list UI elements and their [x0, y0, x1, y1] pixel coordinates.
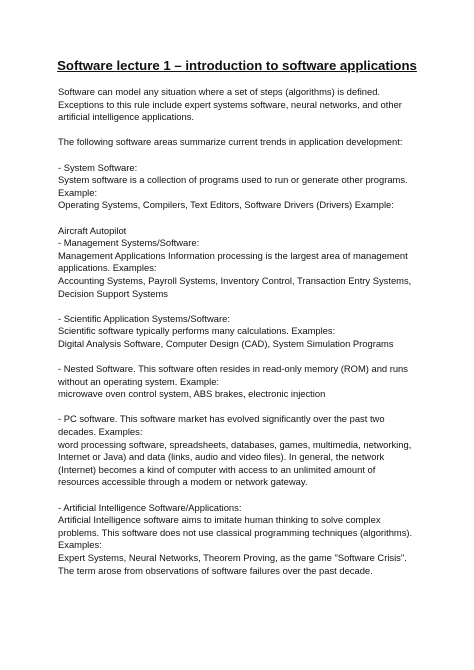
section-heading: - Scientific Application Systems/Software:	[58, 312, 230, 324]
document-body	[58, 86, 430, 577]
text-line: word processing software, spreadsheets, databases, games, multimedia, networking,	[58, 438, 412, 450]
text-line: Aircraft Autopilot	[58, 224, 127, 236]
text-line: The term arose from observations of software failures over the past decade.	[58, 564, 373, 576]
text-line: Expert Systems, Neural Networks, Theorem Proving, as the game "Software Crisis".	[58, 551, 407, 563]
paragraph-gap	[58, 401, 430, 414]
paragraph-gap	[58, 212, 430, 225]
text-line: decades. Examples:	[58, 426, 143, 438]
text-line: Exceptions to this rule include expert systems software, neural networks, and other	[58, 98, 402, 110]
trends-paragraph	[58, 136, 430, 149]
scientific-section	[58, 313, 430, 351]
text-line: without an operating system. Example:	[58, 375, 220, 387]
text-line: Scientific software typically performs many calculations. Examples:	[58, 325, 336, 337]
text-line: The following software areas summarize current trends in application development:	[58, 136, 403, 148]
pc-section	[58, 413, 430, 489]
paragraph-gap	[58, 124, 430, 137]
document-title: Software lecture 1 – introduction to software applications	[57, 58, 417, 73]
text-line: Artificial Intelligence software aims to imitate human thinking to solve complex	[58, 514, 381, 526]
intro-paragraph	[58, 86, 430, 124]
section-heading: - System Software:	[58, 161, 138, 173]
section-heading: - Nested Software. This software often resides in read-only memory (ROM) and runs	[58, 363, 408, 375]
paragraph-gap	[58, 300, 430, 313]
section-heading: - Artificial Intelligence Software/Applications:	[58, 501, 242, 513]
text-line: Example:	[58, 186, 98, 198]
paragraph-gap	[58, 149, 430, 162]
text-line: (Internet) becomes a kind of computer with access to an unlimited amount of	[58, 463, 376, 475]
ai-section	[58, 502, 430, 578]
text-line: Examples:	[58, 539, 102, 551]
text-line: problems. This software does not use classical programming techniques (algorithms).	[58, 526, 413, 538]
paragraph-gap	[58, 350, 430, 363]
section-heading: - PC software. This software market has evolved significantly over the past two	[58, 413, 385, 425]
text-line: Decision Support Systems	[58, 287, 168, 299]
text-line: Operating Systems, Compilers, Text Editors, Software Drivers (Drivers) Example:	[58, 199, 394, 211]
text-line: Accounting Systems, Payroll Systems, Inventory Control, Transaction Entry Systems,	[58, 274, 412, 286]
management-section	[58, 225, 430, 301]
text-line: applications. Examples:	[58, 262, 157, 274]
text-line: Software can model any situation where a set of steps (algorithms) is defined.	[58, 86, 381, 97]
section-heading: - Management Systems/Software:	[58, 237, 200, 249]
text-line: microwave oven control system, ABS brakes, electronic injection	[58, 388, 326, 400]
paragraph-gap	[58, 489, 430, 502]
text-line: Internet or Java) and data (links, audio and video files). In general, the network	[58, 451, 385, 463]
text-line: artificial intelligence applications.	[58, 111, 195, 123]
nested-section	[58, 363, 430, 401]
text-line: System software is a collection of programs used to run or generate other programs.	[58, 174, 408, 186]
text-line: resources accessible through a modem or network gateway.	[58, 476, 308, 488]
system-software-section	[58, 162, 430, 212]
text-line: Management Applications Information processing is the largest area of management	[58, 249, 408, 261]
text-line: Digital Analysis Software, Computer Design (CAD), System Simulation Programs	[58, 337, 394, 349]
